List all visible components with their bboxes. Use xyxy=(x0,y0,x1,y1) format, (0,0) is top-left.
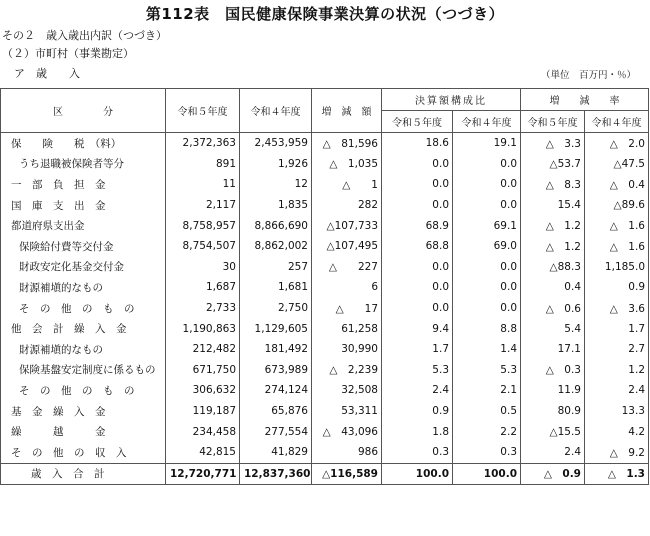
rate-r4: 4.2 xyxy=(585,421,649,442)
table-title: 第112表 国民健康保険事業決算の状況（つづき） xyxy=(145,5,505,23)
value-r4: 277,554 xyxy=(240,421,312,442)
change-amount: 61,258 xyxy=(312,318,382,339)
row-label xyxy=(1,401,166,422)
row-label xyxy=(1,154,166,175)
row-label-text: そ の 他 の 収 入 xyxy=(11,446,127,459)
table-row xyxy=(1,442,649,463)
row-label xyxy=(1,277,166,298)
change-amount: △107,495 xyxy=(312,236,382,257)
section-subtitle: その２ 歳入歳出内訳（つづき） xyxy=(2,29,167,42)
value-r5: 2,117 xyxy=(166,195,240,216)
change-amount: △ 1,035 xyxy=(312,154,382,175)
value-r4: 1,681 xyxy=(240,277,312,298)
composition-r5: 5.3 xyxy=(382,360,453,381)
composition-r4: 69.1 xyxy=(453,215,521,236)
value-r4: 8,862,002 xyxy=(240,236,312,257)
rate-r5: 2.4 xyxy=(521,442,585,463)
value-r4: 8,866,690 xyxy=(240,215,312,236)
composition-r4: 0.0 xyxy=(453,257,521,278)
composition-r4: 0.0 xyxy=(453,154,521,175)
value-r4: 1,129,605 xyxy=(240,318,312,339)
row-label-text: 財源補塡的なもの xyxy=(19,343,103,356)
row-label xyxy=(1,133,166,154)
row-label xyxy=(1,463,166,485)
rate-r4: △47.5 xyxy=(585,154,649,175)
composition-r4: 0.3 xyxy=(453,442,521,463)
value-r5: 119,187 xyxy=(166,401,240,422)
value-r5: 1,190,863 xyxy=(166,318,240,339)
table-row xyxy=(1,133,649,154)
row-label-text: 財源補塡的なもの xyxy=(19,281,103,294)
change-amount: 282 xyxy=(312,195,382,216)
rate-r4: △ 3.6 xyxy=(585,298,649,319)
row-label-text: 保険基盤安定制度に係るもの xyxy=(19,364,156,377)
rate-r5: △ 0.3 xyxy=(521,360,585,381)
header-r5: 令和５年度 xyxy=(166,89,240,133)
row-label xyxy=(1,215,166,236)
change-amount: △116,589 xyxy=(312,463,382,485)
value-r5: 212,482 xyxy=(166,339,240,360)
row-label-text: 他 会 計 繰 入 金 xyxy=(11,323,127,336)
row-label xyxy=(1,174,166,195)
table-row xyxy=(1,174,649,195)
rate-r4: △ 9.2 xyxy=(585,442,649,463)
rate-r4: △ 2.0 xyxy=(585,133,649,154)
value-r4: 2,750 xyxy=(240,298,312,319)
header-composition: 決算額構成比 xyxy=(382,89,521,111)
table-row xyxy=(1,195,649,216)
value-r4: 41,829 xyxy=(240,442,312,463)
row-label xyxy=(1,442,166,463)
change-amount: △ 1 xyxy=(312,174,382,195)
row-label xyxy=(1,360,166,381)
table-row xyxy=(1,154,649,175)
rate-r5: △88.3 xyxy=(521,257,585,278)
unit-note: （単位 百万円・％） xyxy=(540,70,636,81)
rate-r4: 2.7 xyxy=(585,339,649,360)
composition-r4: 69.0 xyxy=(453,236,521,257)
value-r5: 8,754,507 xyxy=(166,236,240,257)
composition-r4: 1.4 xyxy=(453,339,521,360)
value-r4: 65,876 xyxy=(240,401,312,422)
header-change: 増 減 額 xyxy=(312,89,382,133)
rate-r4: 2.4 xyxy=(585,380,649,401)
category-subtitle: ア 歳 入 xyxy=(14,67,80,80)
composition-r5: 0.0 xyxy=(382,277,453,298)
header-rate: 増 減 率 xyxy=(521,89,649,111)
composition-r5: 68.9 xyxy=(382,215,453,236)
row-label xyxy=(1,195,166,216)
rate-r5: 0.4 xyxy=(521,277,585,298)
rate-r4: 1.2 xyxy=(585,360,649,381)
row-label-text: そ の 他 の も の xyxy=(19,302,135,315)
table-row xyxy=(1,257,649,278)
header-r4: 令和４年度 xyxy=(240,89,312,133)
rate-r4: △ 1.3 xyxy=(585,463,649,485)
composition-r4: 8.8 xyxy=(453,318,521,339)
rate-r4: 1.7 xyxy=(585,318,649,339)
rate-r4: 13.3 xyxy=(585,401,649,422)
rate-r5: △ 1.2 xyxy=(521,236,585,257)
change-amount: △107,733 xyxy=(312,215,382,236)
value-r5: 42,815 xyxy=(166,442,240,463)
composition-r4: 2.1 xyxy=(453,380,521,401)
change-amount: △ 227 xyxy=(312,257,382,278)
composition-r5: 2.4 xyxy=(382,380,453,401)
composition-r5: 1.8 xyxy=(382,421,453,442)
row-label-text: うち退職被保険者等分 xyxy=(19,158,124,171)
value-r4: 1,835 xyxy=(240,195,312,216)
composition-r4: 0.0 xyxy=(453,298,521,319)
rate-r5: △ 0.9 xyxy=(521,463,585,485)
table-row xyxy=(1,360,649,381)
composition-r4: 19.1 xyxy=(453,133,521,154)
change-amount: △ 17 xyxy=(312,298,382,319)
value-r4: 257 xyxy=(240,257,312,278)
rate-r5: △ 3.3 xyxy=(521,133,585,154)
value-r5: 2,733 xyxy=(166,298,240,319)
value-r4: 1,926 xyxy=(240,154,312,175)
row-label xyxy=(1,380,166,401)
value-r4: 274,124 xyxy=(240,380,312,401)
table-row xyxy=(1,380,649,401)
composition-r5: 0.0 xyxy=(382,174,453,195)
table-row xyxy=(1,401,649,422)
composition-r5: 0.9 xyxy=(382,401,453,422)
value-r5: 2,372,363 xyxy=(166,133,240,154)
value-r5: 306,632 xyxy=(166,380,240,401)
row-label-text: 一 部 負 担 金 xyxy=(11,178,106,191)
table-row xyxy=(1,215,649,236)
header-rate-r5: 令和５年度 xyxy=(521,111,585,133)
value-r5: 11 xyxy=(166,174,240,195)
composition-r5: 9.4 xyxy=(382,318,453,339)
change-amount: 30,990 xyxy=(312,339,382,360)
composition-r4: 2.2 xyxy=(453,421,521,442)
composition-r5: 0.3 xyxy=(382,442,453,463)
composition-r5: 1.7 xyxy=(382,339,453,360)
table-row xyxy=(1,421,649,442)
rate-r5: 15.4 xyxy=(521,195,585,216)
value-r4: 673,989 xyxy=(240,360,312,381)
value-r5: 12,720,771 xyxy=(166,463,240,485)
row-label-text: 保 険 税 （料） xyxy=(11,137,122,150)
composition-r5: 0.0 xyxy=(382,298,453,319)
value-r5: 30 xyxy=(166,257,240,278)
rate-r4: △ 1.6 xyxy=(585,236,649,257)
row-label xyxy=(1,339,166,360)
rate-r5: △15.5 xyxy=(521,421,585,442)
value-r5: 8,758,957 xyxy=(166,215,240,236)
rate-r5: 5.4 xyxy=(521,318,585,339)
row-label-text: 都道府県支出金 xyxy=(11,220,85,233)
value-r5: 671,750 xyxy=(166,360,240,381)
table-row xyxy=(1,298,649,319)
row-label xyxy=(1,236,166,257)
header-comp-r5: 令和５年度 xyxy=(382,111,453,133)
header-category: 区 分 xyxy=(1,89,166,133)
rate-r5: 11.9 xyxy=(521,380,585,401)
table-row xyxy=(1,339,649,360)
change-amount: △ 43,096 xyxy=(312,421,382,442)
value-r5: 1,687 xyxy=(166,277,240,298)
table-body xyxy=(1,133,649,485)
row-label-text: 保険給付費等交付金 xyxy=(19,240,114,253)
rate-r5: 80.9 xyxy=(521,401,585,422)
composition-r4: 0.0 xyxy=(453,195,521,216)
value-r5: 234,458 xyxy=(166,421,240,442)
rate-r4: △89.6 xyxy=(585,195,649,216)
row-label-text: 国 庫 支 出 金 xyxy=(11,199,106,212)
composition-r5: 18.6 xyxy=(382,133,453,154)
composition-r4: 5.3 xyxy=(453,360,521,381)
rate-r4: △ 0.4 xyxy=(585,174,649,195)
change-amount: △ 2,239 xyxy=(312,360,382,381)
row-label xyxy=(1,421,166,442)
rate-r5: △53.7 xyxy=(521,154,585,175)
rate-r5: 17.1 xyxy=(521,339,585,360)
rate-r5: △ 1.2 xyxy=(521,215,585,236)
rate-r4: 0.9 xyxy=(585,277,649,298)
value-r5: 891 xyxy=(166,154,240,175)
rate-r4: △ 1.6 xyxy=(585,215,649,236)
row-label xyxy=(1,257,166,278)
change-amount: 986 xyxy=(312,442,382,463)
header-comp-r4: 令和４年度 xyxy=(453,111,521,133)
composition-r4: 100.0 xyxy=(453,463,521,485)
change-amount: 6 xyxy=(312,277,382,298)
composition-r5: 68.8 xyxy=(382,236,453,257)
value-r4: 12,837,360 xyxy=(240,463,312,485)
change-amount: 53,311 xyxy=(312,401,382,422)
row-label xyxy=(1,318,166,339)
table-row xyxy=(1,463,649,485)
rate-r5: △ 8.3 xyxy=(521,174,585,195)
rate-r4: 1,185.0 xyxy=(585,257,649,278)
change-amount: 32,508 xyxy=(312,380,382,401)
subsection-subtitle: （２）市町村（事業勘定） xyxy=(2,47,134,60)
row-label-text: 基 金 繰 入 金 xyxy=(11,405,106,418)
composition-r4: 0.0 xyxy=(453,277,521,298)
row-label-text: 繰 越 金 xyxy=(11,426,106,439)
composition-r5: 0.0 xyxy=(382,154,453,175)
table-row xyxy=(1,277,649,298)
rate-r5: △ 0.6 xyxy=(521,298,585,319)
value-r4: 2,453,959 xyxy=(240,133,312,154)
table-row xyxy=(1,318,649,339)
row-label xyxy=(1,298,166,319)
composition-r4: 0.0 xyxy=(453,174,521,195)
revenue-table xyxy=(0,88,649,485)
change-amount: △ 81,596 xyxy=(312,133,382,154)
row-label-text: 歳 入 合 計 xyxy=(31,468,105,481)
composition-r5: 0.0 xyxy=(382,257,453,278)
value-r4: 12 xyxy=(240,174,312,195)
composition-r5: 100.0 xyxy=(382,463,453,485)
value-r4: 181,492 xyxy=(240,339,312,360)
composition-r4: 0.5 xyxy=(453,401,521,422)
table-row xyxy=(1,236,649,257)
header-rate-r4: 令和４年度 xyxy=(585,111,649,133)
row-label-text: そ の 他 の も の xyxy=(19,384,135,397)
composition-r5: 0.0 xyxy=(382,195,453,216)
row-label-text: 財政安定化基金交付金 xyxy=(19,261,124,274)
